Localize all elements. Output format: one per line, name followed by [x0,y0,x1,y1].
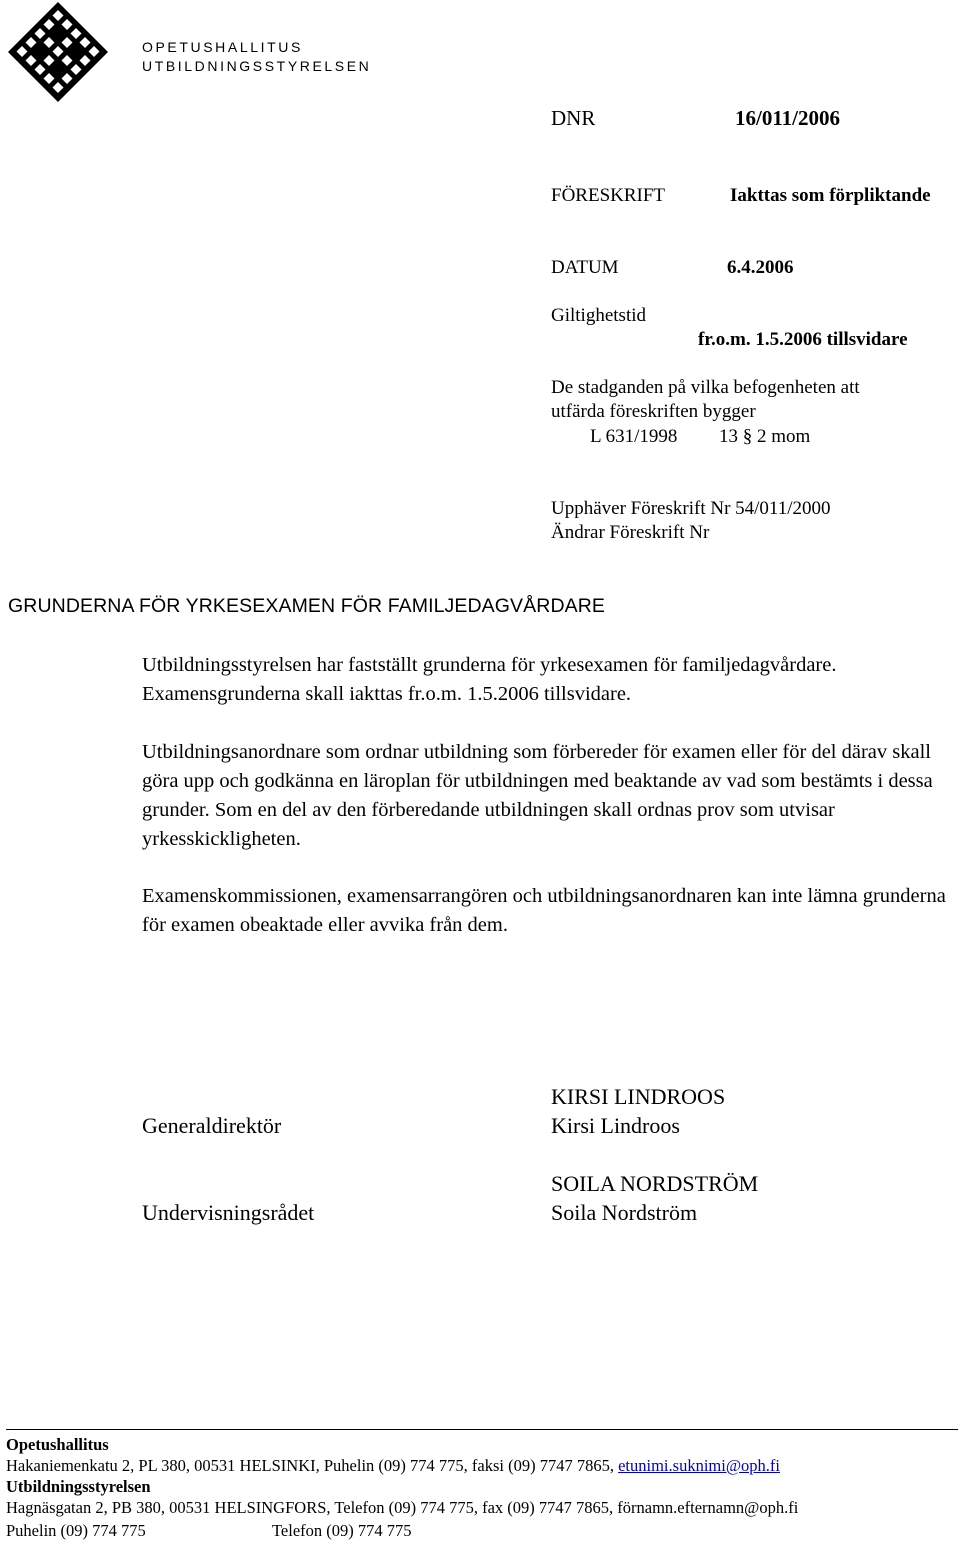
signer-1-name: Kirsi Lindroos [551,1113,680,1138]
body-paragraph-2 [142,738,957,854]
datum-value: 6.4.2006 [727,257,794,278]
org-name-fi: OPETUSHALLITUS [142,39,303,55]
foreskrift-label: FÖRESKRIFT [551,185,666,206]
signer-2-role: Undervisningsrådet [142,1200,315,1225]
law-reference: L 631/1998 [590,426,678,447]
footer-divider [6,1429,958,1430]
paragraph-3-text: Examenskommissionen, examensarrangören och utbildningsanordnaren kan inte lämna grunderna för examen obeaktade eller avvika från dem. [142,885,946,936]
signer-1-role: Generaldirektör [142,1113,282,1138]
body-paragraph-3 [142,882,957,940]
signer-2-name: Soila Nordström [551,1200,698,1225]
body-paragraph-1 [142,651,957,709]
stadganden-line-1: De stadganden på vilka befogenheten att [551,377,860,398]
law-mom: 2 mom [757,426,811,447]
org-name-sv: UTBILDNINGSSTYRELSEN [142,58,372,74]
dnr-label: DNR [551,106,596,130]
upphaver-line: Upphäver Föreskrift Nr 54/011/2000 [551,498,831,519]
stadganden-line-2: utfärda föreskriften bygger [551,401,756,422]
footer-org-sv: Utbildningsstyrelsen [6,1477,151,1496]
footer-org-fi: Opetushallitus [6,1435,109,1454]
footer-phone-fi: Puhelin (09) 774 775 [6,1521,146,1540]
paragraph-1-text: Utbildningsstyrelsen har fastställt grunderna för yrkesexamen för familjedagvårdare. Examensgrunderna skall iakttas fr.o.m. 1.5.2006 tillsvidare. [142,654,837,705]
andrar-line: Ändrar Föreskrift Nr [551,522,710,543]
law-section-sign: § [742,426,753,447]
footer-address-sv: Hagnäsgatan 2, PB 380, 00531 HELSINGFORS, Telefon (09) 774 775, fax (09) 7747 7865, förnamn.efternamn@oph.fi [6,1498,799,1517]
footer-email-fi-link[interactable]: etunimi.suknimi@oph.fi [618,1456,780,1475]
signer-1-name-caps: KIRSI LINDROOS [551,1084,726,1109]
datum-label: DATUM [551,257,619,278]
signer-2-name-caps: SOILA NORDSTRÖM [551,1171,759,1196]
footer-address-fi [6,1456,780,1476]
giltighetstid-value: fr.o.m. 1.5.2006 tillsvidare [698,329,908,350]
foreskrift-value: Iakttas som förpliktande [730,185,931,206]
law-section-number: 13 [719,426,738,447]
dnr-value: 16/011/2006 [735,106,841,130]
giltighetstid-label: Giltighetstid [551,305,646,326]
footer-phone-sv: Telefon (09) 774 775 [272,1521,412,1540]
opetushallitus-logo-icon [8,2,108,102]
footer-address-fi-text: Hakaniemenkatu 2, PL 380, 00531 HELSINKI, Puhelin (09) 774 775, faksi (09) 7747 7865, [6,1456,614,1475]
paragraph-2-text: Utbildningsanordnare som ordnar utbildning som förbereder för examen eller för del därav skall göra upp och godkänna en läroplan för utbildningen med beaktande av vad som bestämts i dessa grunder. Som en del av den förberedande utbildningen skall ordnas prov som utvisar yrkesskickligheten. [142,741,933,850]
law-section [719,426,810,448]
document-title: GRUNDERNA FÖR YRKESEXAMEN FÖR FAMILJEDAGVÅRDARE [8,595,606,617]
